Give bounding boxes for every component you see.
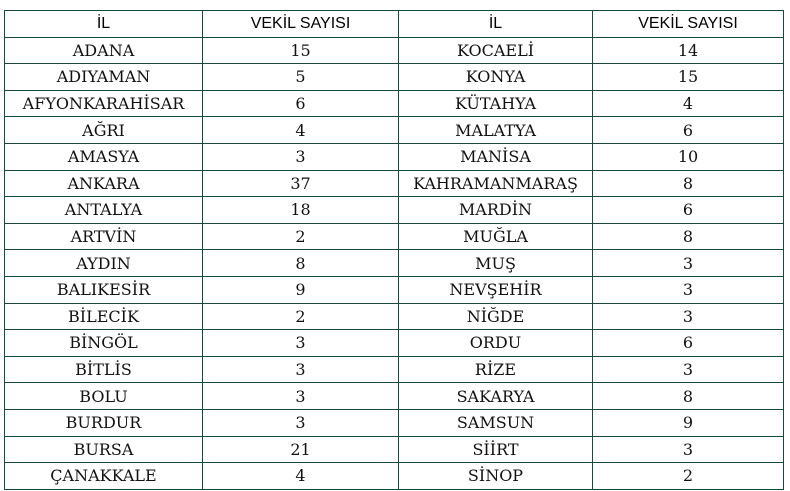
province-cell: BURDUR — [5, 409, 203, 436]
province-cell: MUĞLA — [399, 223, 593, 250]
province-cell: SAKARYA — [399, 383, 593, 410]
deputy-count-cell: 9 — [203, 276, 399, 303]
deputy-count-cell: 3 — [203, 143, 399, 170]
deputy-count-cell: 10 — [593, 143, 784, 170]
table-row — [5, 383, 784, 410]
table-row — [5, 250, 784, 277]
table-row — [5, 117, 784, 144]
province-cell: MUŞ — [399, 250, 593, 277]
province-cell: ANTALYA — [5, 197, 203, 224]
deputy-count-cell: 21 — [203, 436, 399, 463]
deputy-count-cell: 18 — [203, 197, 399, 224]
table-row — [5, 64, 784, 91]
header-deputy-count-left: VEKİL SAYISI — [203, 11, 399, 38]
province-cell: BALIKESİR — [5, 276, 203, 303]
deputies-table — [4, 10, 784, 490]
deputy-count-cell: 37 — [203, 170, 399, 197]
deputy-count-cell: 3 — [203, 330, 399, 357]
province-cell: SİNOP — [399, 463, 593, 490]
header-province-left: İL — [5, 11, 203, 38]
deputy-count-cell: 6 — [593, 117, 784, 144]
province-cell: BİLECİK — [5, 303, 203, 330]
deputy-count-cell: 2 — [203, 223, 399, 250]
deputy-count-cell: 3 — [203, 383, 399, 410]
province-cell: ARTVİN — [5, 223, 203, 250]
deputy-count-cell: 6 — [203, 90, 399, 117]
deputy-count-cell: 8 — [593, 383, 784, 410]
table-row — [5, 356, 784, 383]
deputy-count-cell: 4 — [203, 463, 399, 490]
deputy-count-cell: 9 — [593, 409, 784, 436]
province-cell: AMASYA — [5, 143, 203, 170]
table-row — [5, 330, 784, 357]
province-cell: MANİSA — [399, 143, 593, 170]
table-row — [5, 37, 784, 64]
deputy-count-cell: 3 — [203, 356, 399, 383]
province-cell: MARDİN — [399, 197, 593, 224]
deputy-count-cell: 5 — [203, 64, 399, 91]
deputy-count-cell: 3 — [593, 250, 784, 277]
province-cell: SAMSUN — [399, 409, 593, 436]
header-row — [5, 11, 784, 38]
province-cell: SİİRT — [399, 436, 593, 463]
province-cell: BİNGÖL — [5, 330, 203, 357]
deputy-count-cell: 2 — [203, 303, 399, 330]
header-province-right: İL — [399, 11, 593, 38]
table-row — [5, 197, 784, 224]
province-cell: RİZE — [399, 356, 593, 383]
province-cell: NEVŞEHİR — [399, 276, 593, 303]
table-row — [5, 303, 784, 330]
table-row — [5, 143, 784, 170]
deputy-count-cell: 3 — [593, 276, 784, 303]
province-cell: MALATYA — [399, 117, 593, 144]
deputy-count-cell: 4 — [203, 117, 399, 144]
deputy-count-cell: 15 — [593, 64, 784, 91]
province-cell: AĞRI — [5, 117, 203, 144]
deputy-count-cell: 14 — [593, 37, 784, 64]
deputy-count-cell: 6 — [593, 197, 784, 224]
table-row — [5, 170, 784, 197]
deputy-count-cell: 6 — [593, 330, 784, 357]
province-cell: BİTLİS — [5, 356, 203, 383]
province-cell: ADIYAMAN — [5, 64, 203, 91]
table-row — [5, 90, 784, 117]
province-cell: ANKARA — [5, 170, 203, 197]
deputy-count-cell: 8 — [593, 170, 784, 197]
table-row — [5, 409, 784, 436]
deputy-count-cell: 2 — [593, 463, 784, 490]
province-cell: ÇANAKKALE — [5, 463, 203, 490]
deputy-count-cell: 4 — [593, 90, 784, 117]
province-cell: KOCAELİ — [399, 37, 593, 64]
province-cell: ADANA — [5, 37, 203, 64]
deputy-count-cell: 15 — [203, 37, 399, 64]
table-body — [5, 37, 784, 489]
province-cell: ORDU — [399, 330, 593, 357]
province-cell: KAHRAMANMARAŞ — [399, 170, 593, 197]
deputy-count-cell: 3 — [203, 409, 399, 436]
deputy-count-cell: 8 — [593, 223, 784, 250]
province-cell: BOLU — [5, 383, 203, 410]
deputy-count-cell: 3 — [593, 356, 784, 383]
province-cell: KONYA — [399, 64, 593, 91]
province-cell: KÜTAHYA — [399, 90, 593, 117]
province-cell: AFYONKARAHİSAR — [5, 90, 203, 117]
table-row — [5, 436, 784, 463]
deputy-count-cell: 3 — [593, 303, 784, 330]
table-row — [5, 276, 784, 303]
table-row — [5, 463, 784, 490]
table-row — [5, 223, 784, 250]
header-deputy-count-right: VEKİL SAYISI — [593, 11, 784, 38]
province-cell: BURSA — [5, 436, 203, 463]
province-cell: AYDIN — [5, 250, 203, 277]
province-cell: NİĞDE — [399, 303, 593, 330]
deputy-count-cell: 8 — [203, 250, 399, 277]
deputy-count-cell: 3 — [593, 436, 784, 463]
